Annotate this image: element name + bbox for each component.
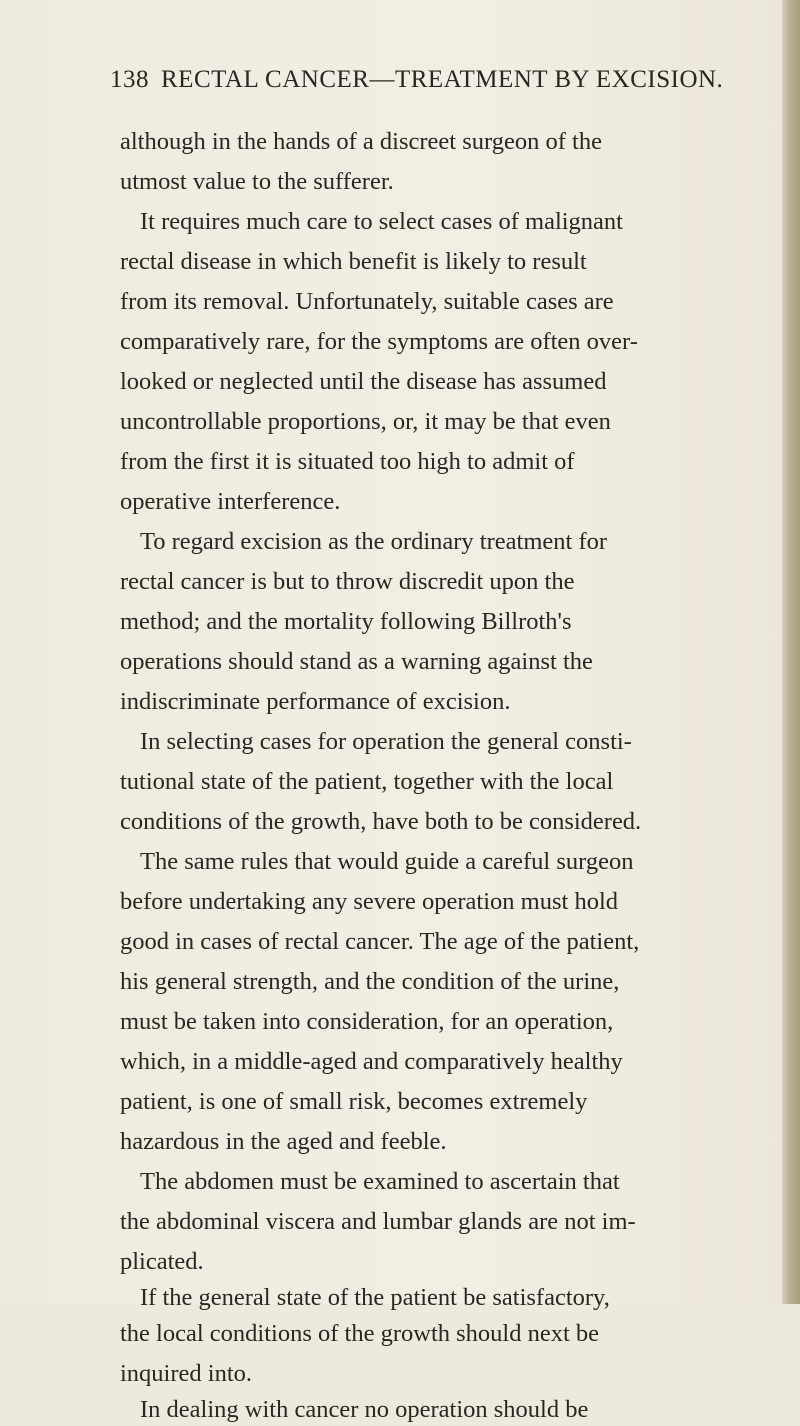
paragraph-first-line: It requires much care to select cases of malignant	[140, 208, 623, 235]
body-text	[120, 122, 770, 1426]
text-line: the local conditions of the growth should next be	[120, 1320, 600, 1347]
paragraph-first-line: If the general state of the patient be satisfactory,	[140, 1284, 610, 1311]
text-line: indiscriminate performance of excision.	[120, 688, 511, 715]
paragraph-first-line: To regard excision as the ordinary treatment for	[140, 528, 608, 555]
text-line: good in cases of rectal cancer. The age of the patient,	[120, 928, 640, 955]
text-line: inquired into.	[120, 1360, 253, 1387]
paragraph-first-line: In selecting cases for operation the general consti-	[140, 728, 632, 755]
text-line: rectal cancer is but to throw discredit upon the	[120, 568, 575, 595]
text-line: from its removal. Unfortunately, suitable cases are	[120, 288, 614, 315]
running-header	[110, 66, 723, 94]
text-line: operative interference.	[120, 488, 341, 515]
text-line: must be taken into consideration, for an operation,	[120, 1008, 614, 1035]
running-title: RECTAL CANCER—TREATMENT BY EXCISION.	[161, 66, 724, 93]
text-line: patient, is one of small risk, becomes extremely	[120, 1088, 588, 1115]
text-line: tutional state of the patient, together with the local	[120, 768, 614, 795]
text-line: uncontrollable proportions, or, it may be that even	[120, 408, 611, 435]
text-line: although in the hands of a discreet surgeon of the	[120, 128, 602, 155]
text-line: plicated.	[120, 1248, 204, 1275]
text-line: comparatively rare, for the symptoms are often over-	[120, 328, 638, 355]
paragraph-first-line: In dealing with cancer no operation should be	[140, 1396, 589, 1423]
text-line: utmost value to the sufferer.	[120, 168, 394, 195]
text-line: hazardous in the aged and feeble.	[120, 1128, 447, 1155]
page-number: 138	[110, 66, 149, 93]
text-line: operations should stand as a warning against the	[120, 648, 593, 675]
text-line: method; and the mortality following Billroth's	[120, 608, 572, 635]
text-line: looked or neglected until the disease has assumed	[120, 368, 607, 395]
paragraph-first-line: The same rules that would guide a careful surgeon	[140, 848, 634, 875]
text-line: before undertaking any severe operation must hold	[120, 888, 619, 915]
text-line: conditions of the growth, have both to be considered.	[120, 808, 642, 835]
paragraph-first-line: The abdomen must be examined to ascertain that	[140, 1168, 620, 1195]
text-line: from the first it is situated too high to admit of	[120, 448, 575, 475]
text-line: which, in a middle-aged and comparatively healthy	[120, 1048, 623, 1075]
page-edge-shadow	[782, 0, 800, 1304]
text-line: the abdominal viscera and lumbar glands are not im-	[120, 1208, 636, 1235]
text-line: his general strength, and the condition of the urine,	[120, 968, 620, 995]
text-line: rectal disease in which benefit is likely to result	[120, 248, 587, 275]
